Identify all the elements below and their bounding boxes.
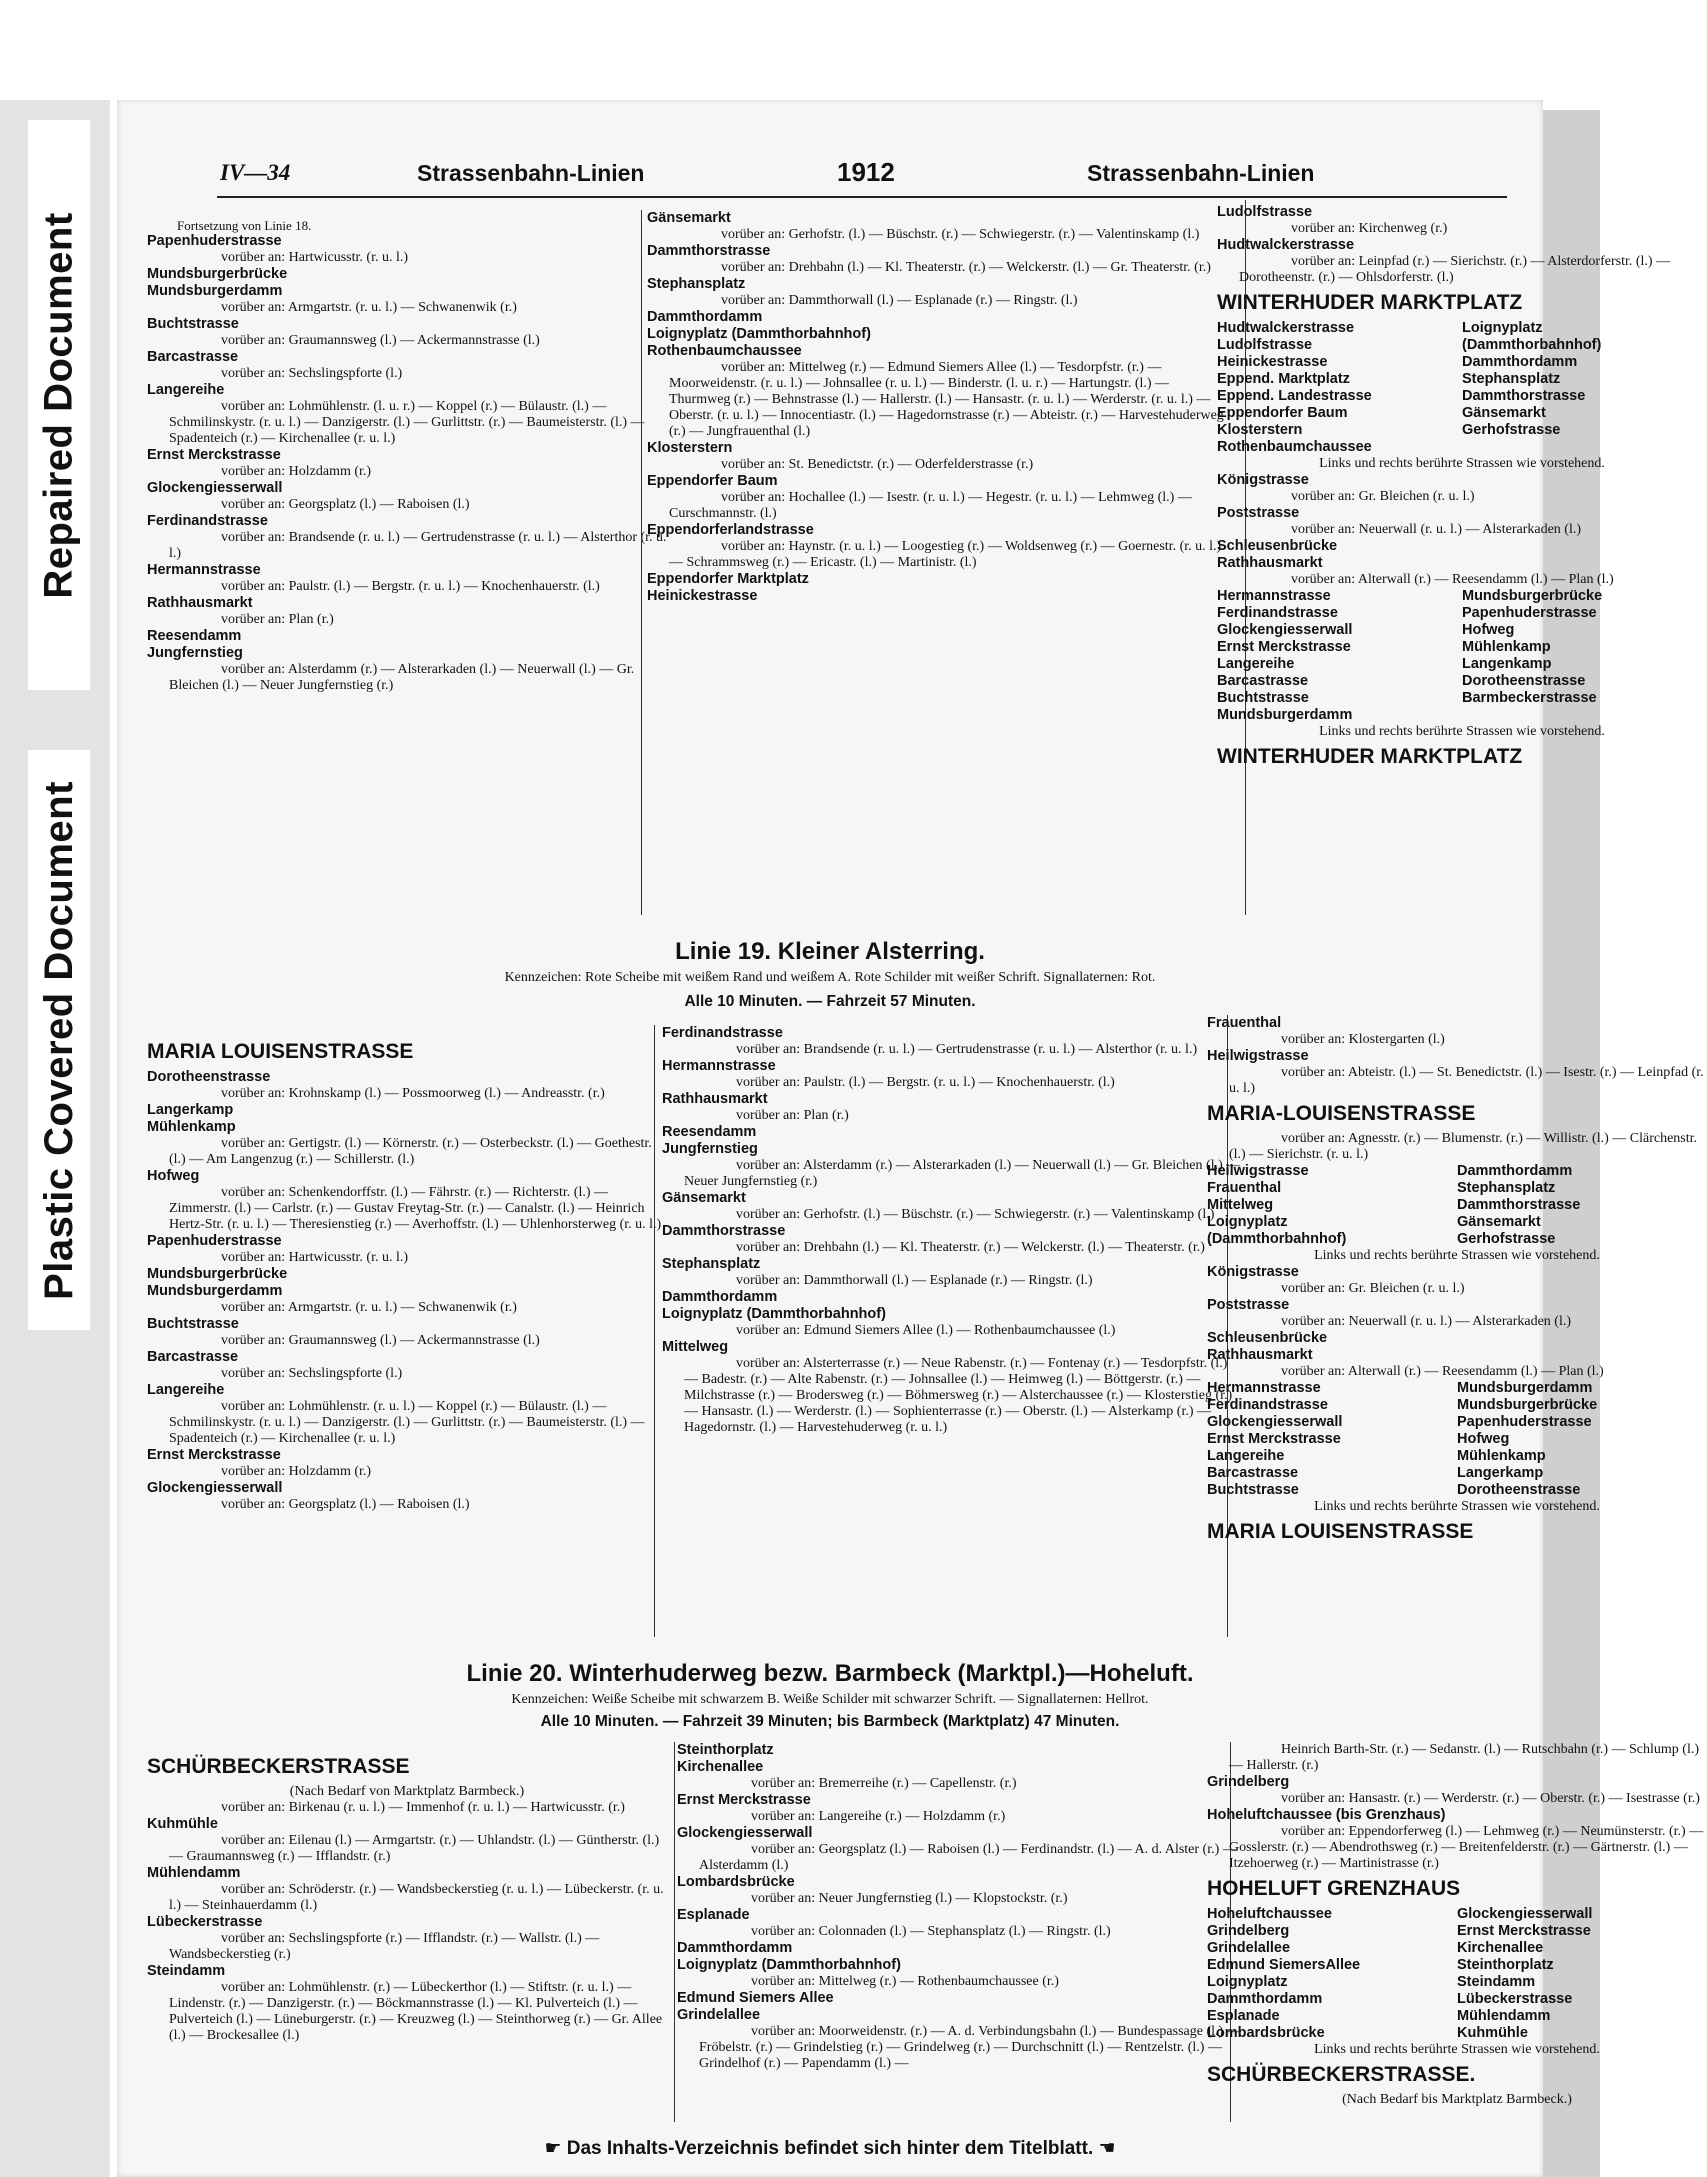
stop-pair xyxy=(1207,1163,1707,1180)
stop-name: Mundsburgerdamm xyxy=(147,1283,283,1299)
stop-name: Papenhuderstrasse xyxy=(1457,1414,1592,1430)
stop-name: Lübeckerstrasse xyxy=(147,1914,263,1930)
stop-name: Ferdinandstrasse xyxy=(147,513,268,529)
route-passing-streets: vorüber an: Haynstr. (r. u. l.) — Loogestieg (r.) — Woldsenweg (r.) — Goernestr. (r. u. l.) — Schrammsweg (r.) — Ericastr. (l.) — Martinistr. (l.) xyxy=(669,539,1222,570)
stop-name: Heilwigstrasse xyxy=(1207,1163,1309,1179)
stop-name: Loignyplatz (Dammthorbahnhof) xyxy=(677,1957,901,1973)
l19-column-2 xyxy=(662,1025,1242,1436)
stop-pair xyxy=(1207,2008,1707,2025)
stop-name: Dammthordamm xyxy=(1462,354,1578,370)
linie-19-frequency: Alle 10 Minuten. — Fahrzeit 57 Minuten. xyxy=(684,993,976,1010)
stop-name: Ferdinandstrasse xyxy=(1207,1397,1328,1413)
stop-pair xyxy=(1207,1906,1707,1923)
plastic-covered-tag xyxy=(28,750,90,1330)
route-passing-streets: vorüber an: Leinpfad (r.) — Sierichstr. (r.) — Alsterdorferstr. (l.) — Dorotheenstr. (r.) — Ohlsdorferstr. (l.) xyxy=(1239,254,1671,285)
stop-name: Rathhausmarkt xyxy=(147,595,253,611)
route-passing-streets: vorüber an: Dammthorwall (l.) — Esplanade (r.) — Ringstr. (l.) xyxy=(736,1273,1093,1288)
stop-pair xyxy=(1207,1957,1707,1974)
route-note: Links und rechts berührte Strassen wie vorstehend. xyxy=(1319,724,1605,739)
stop-pair xyxy=(1207,2025,1707,2042)
stop-name: Gänsemarkt xyxy=(1462,405,1546,421)
stop-name: Dammthordamm xyxy=(1457,1163,1573,1179)
stop-name: Grindelallee xyxy=(677,2007,761,2023)
route-passing-streets: vorüber an: Hochallee (l.) — Isestr. (r. u. l.) — Hegestr. (r. u. l.) — Lehmweg (l.) — Curschmannstr. (l.) xyxy=(669,490,1192,521)
stop-pair xyxy=(1207,1923,1707,1940)
stop-name: Reesendamm xyxy=(662,1124,757,1140)
stop-name: Mundsburgerbrücke xyxy=(1462,588,1603,604)
stop-name: Hofweg xyxy=(1457,1431,1510,1447)
route-note: (Nach Bedarf bis Marktplatz Barmbeck.) xyxy=(1342,2092,1572,2107)
stop-name: Ernst Merckstrasse xyxy=(1217,639,1351,655)
route-passing-streets: vorüber an: Kirchenweg (r.) xyxy=(1291,221,1448,236)
route-passing-streets: vorüber an: Plan (r.) xyxy=(736,1108,849,1123)
stop-name: Gänsemarkt xyxy=(1457,1214,1541,1230)
stop-pair xyxy=(1207,1431,1707,1448)
stop-name: Langereihe xyxy=(147,382,225,398)
repaired-document-tag xyxy=(28,120,90,690)
route-passing-streets: vorüber an: Lohmühlenstr. (l. u. r.) — Koppel (r.) — Bülaustr. (l.) — Schmilinskystr. (r. u. l.) — Danzigerstr. (l.) — Gurlittstr. (r.) — Baumeisterstr. (l.) — Spadenteich (r.) — Kirchenallee (r. u. l.) xyxy=(169,399,645,446)
stop-name: Loignyplatz xyxy=(1207,1214,1288,1230)
route-passing-streets: vorüber an: Georgsplatz (l.) — Raboisen (l.) xyxy=(221,497,470,512)
stop-name: Hoheluftchaussee (bis Grenzhaus) xyxy=(1207,1807,1446,1823)
route-passing-streets: vorüber an: Paulstr. (l.) — Bergstr. (r. u. l.) — Knochenhauerstr. (l.) xyxy=(736,1075,1115,1090)
route-passing-streets: vorüber an: Neuerwall (r. u. l.) — Alsterarkaden (l.) xyxy=(1291,522,1582,537)
stop-name: Klosterstern xyxy=(1217,422,1303,438)
stop-name: Buchtstrasse xyxy=(1217,690,1309,706)
l20-column-3 xyxy=(1207,1742,1707,2108)
route-passing-streets: vorüber an: Hansastr. (r.) — Werderstr. (r.) — Oberstr. (r.) — Isestrasse (r.) xyxy=(1281,1791,1700,1806)
route-passing-streets: vorüber an: Eppendorferweg (l.) — Lehmweg (r.) — Neumünsterstr. (r.) — Gosslerstr. (r.) — Abendrothsweg (r.) — Breitenfelderstr. (r.) — Gärtnerstr. (l.) — Itzehoerweg (r.) — Martinistrasse (r.) xyxy=(1229,1824,1704,1871)
stop-name: Glockengiesserwall xyxy=(1457,1906,1593,1922)
stop-name: Grindelberg xyxy=(1207,1774,1290,1790)
stop-name: Jungfernstieg xyxy=(662,1141,758,1157)
stop-name: Steinthorplatz xyxy=(1457,1957,1554,1973)
l19-column-1 xyxy=(147,1035,667,1513)
route-passing-streets: vorüber an: Plan (r.) xyxy=(221,612,334,627)
stop-name: Mühlendamm xyxy=(147,1865,241,1881)
header-rule xyxy=(217,196,1507,198)
stop-name: Mühlenkamp xyxy=(1462,639,1551,655)
route-passing-streets: vorüber an: Schenkendorffstr. (l.) — Fährstr. (r.) — Richterstr. (l.) — Zimmerstr. (l.) — Carlstr. (r.) — Gustav Freytag-Str. (r.) — Canalstr. (l.) — Heinrich Hertz-Str. (r. u. l.) — Theresienstieg (r.) — Averhoffstr. (l.) — Uhlenhorsterweg (r. u. l.) xyxy=(169,1185,662,1232)
stop-name: Rathhausmarkt xyxy=(1207,1347,1313,1363)
stop-name: Eppendorfer Marktplatz xyxy=(647,571,809,587)
stop-name: Glockengiesserwall xyxy=(147,480,283,496)
stop-name: Mundsburgerdamm xyxy=(1217,707,1353,723)
stop-name: Dammthorstrasse xyxy=(662,1223,786,1239)
stop-name: Dammthordamm xyxy=(677,1940,793,1956)
stop-name: Dammthorstrasse xyxy=(1457,1197,1581,1213)
route-passing-streets: vorüber an: Lohmühlenstr. (r. u. l.) — Koppel (r.) — Bülaustr. (l.) — Schmilinskystr. (r. u. l.) — Danzigerstr. (l.) — Gurlittstr. (r.) — Baumeisterstr. (l.) — Spadenteich (r.) — Kirchenallee (r. u. l.) xyxy=(169,1399,645,1446)
stop-name: Stephansplatz xyxy=(647,276,746,292)
stop-pair xyxy=(1217,639,1707,656)
stop-name: Eppend. Landestrasse xyxy=(1217,388,1372,404)
route-passing-streets: vorüber an: Graumannsweg (l.) — Ackermannstrasse (l.) xyxy=(221,333,540,348)
stop-name: Klosterstern xyxy=(647,440,733,456)
stop-name: Reesendamm xyxy=(147,628,242,644)
stop-name: Poststrasse xyxy=(1217,505,1300,521)
route-passing-streets: vorüber an: Dammthorwall (l.) — Esplanade (r.) — Ringstr. (l.) xyxy=(721,293,1078,308)
stop-name: Dammthorstrasse xyxy=(647,243,771,259)
stop-name: Langereihe xyxy=(1217,656,1295,672)
stop-pair xyxy=(1207,1974,1707,1991)
route-passing-streets: vorüber an: Gerhofstr. (l.) — Büschstr. (r.) — Schwiegerstr. (r.) — Valentinskamp (l.) xyxy=(721,227,1200,242)
stop-name: Langereihe xyxy=(147,1382,225,1398)
stop-name: Ludolfstrasse xyxy=(1217,337,1313,353)
stop-name: Mundsburgerdamm xyxy=(147,283,283,299)
stop-name: Lombardsbrücke xyxy=(677,1874,795,1890)
stop-name: Glockengiesserwall xyxy=(1217,622,1353,638)
route-passing-streets: vorüber an: Alsterdamm (r.) — Alsterarkaden (l.) — Neuerwall (l.) — Gr. Bleichen (l.) — Neuer Jungfernstieg (r.) xyxy=(684,1158,1241,1189)
stop-name: Dammthordamm xyxy=(662,1289,778,1305)
stop-pair xyxy=(1217,371,1707,388)
stop-name: Ludolfstrasse xyxy=(1217,204,1313,220)
header-year: 1912 xyxy=(837,157,895,187)
route-passing-streets: vorüber an: Schröderstr. (r.) — Wandsbeckerstieg (r. u. l.) — Lübeckerstr. (r. u. l.) — Steinhauerdamm (l.) xyxy=(169,1882,664,1913)
route-passing-streets: vorüber an: Hartwicusstr. (r. u. l.) xyxy=(221,250,409,265)
stop-name: Buchtstrasse xyxy=(147,316,239,332)
route-passing-streets: vorüber an: Edmund Siemers Allee (l.) — Rothenbaumchaussee (l.) xyxy=(736,1323,1116,1338)
stop-name: Edmund Siemers Allee xyxy=(677,1990,834,2006)
stop-name: Gänsemarkt xyxy=(647,210,731,226)
stop-name: Loignyplatz (Dammthorbahnhof) xyxy=(647,326,871,342)
continuation-note: Fortsetzung von Linie 18. xyxy=(177,218,312,233)
column-rule xyxy=(674,1742,675,2122)
stop-name: Mundsburgerbrücke xyxy=(147,1266,288,1282)
route-passing-streets: vorüber an: Lohmühlenstr. (r.) — Lübeckerthor (l.) — Stiftstr. (r. u. l.) — Lindenstr. (r.) — Danzigerstr. (r.) — Böckmannstrasse (l.) — Kl. Pulverteich (l.) — Pulverteich (l.) — Lüneburgerstr. (r.) — Kreuzweg (l.) — Steinthorweg (r.) — Gr. Allee (l.) — Brockesallee (l.) xyxy=(169,1980,663,2043)
route-passing-streets: vorüber an: Krohnskamp (l.) — Possmoorweg (l.) — Andreasstr. (r.) xyxy=(221,1086,605,1101)
route-passing-streets: vorüber an: Alsterdamm (r.) — Alsterarkaden (l.) — Neuerwall (l.) — Gr. Bleichen (l.) — Neuer Jungfernstieg (r.) xyxy=(169,662,635,693)
l18-column-1 xyxy=(147,218,667,694)
stop-pair xyxy=(1207,1414,1707,1431)
route-passing-streets: vorüber an: Hartwicusstr. (r. u. l.) xyxy=(221,1250,409,1265)
stop-name: Hudtwalckerstrasse xyxy=(1217,237,1355,253)
stop-name: Mittelweg xyxy=(662,1339,729,1355)
stop-name: Ernst Merckstrasse xyxy=(1457,1923,1591,1939)
stop-name: Kirchenallee xyxy=(677,1759,764,1775)
route-note: Links und rechts berührte Strassen wie vorstehend. xyxy=(1319,456,1605,471)
stop-name: Hermannstrasse xyxy=(662,1058,776,1074)
terminus-heading: SCHÜRBECKERSTRASSE. xyxy=(1207,2063,1476,2086)
route-passing-streets: vorüber an: Sechslingspforte (l.) xyxy=(221,1366,403,1381)
stop-name: Rothenbaumchaussee xyxy=(1217,439,1372,455)
stop-name: Langenkamp xyxy=(1462,656,1552,672)
linie-20-identification: Kennzeichen: Weiße Scheibe mit schwarzem B. Weiße Schilder mit schwarzer Schrift. — Signallaternen: Hellrot. xyxy=(511,1692,1149,1707)
stop-name: Rothenbaumchaussee xyxy=(647,343,802,359)
route-passing-streets: vorüber an: Mittelweg (r.) — Rothenbaumchaussee (r.) xyxy=(751,1974,1059,1989)
stop-name: Eppendorfer Baum xyxy=(647,473,778,489)
stop-name: Lübeckerstrasse xyxy=(1457,1991,1573,2007)
stop-name: (Dammthorbahnhof) xyxy=(1207,1231,1347,1247)
stop-pair xyxy=(1217,588,1707,605)
stop-pair xyxy=(1207,1448,1707,1465)
route-passing-streets: vorüber an: Armgartstr. (r. u. l.) — Schwanenwik (r.) xyxy=(221,1300,517,1315)
route-passing-streets: vorüber an: Bremerreihe (r.) — Capellenstr. (r.) xyxy=(751,1776,1017,1791)
route-passing-streets: vorüber an: Colonnaden (l.) — Stephansplatz (l.) — Ringstr. (l.) xyxy=(751,1924,1111,1939)
stop-name: Dorotheenstrasse xyxy=(1462,673,1586,689)
stop-name: Barcastrasse xyxy=(1217,673,1309,689)
stop-name: Mühlendamm xyxy=(1457,2008,1551,2024)
stop-name: Mundsburgerbrücke xyxy=(147,266,288,282)
stop-name: Hermannstrasse xyxy=(1217,588,1331,604)
route-passing-streets: vorüber an: Abteistr. (l.) — St. Benedictstr. (l.) — Isestr. (r.) — Leinpfad (r. u. l.) xyxy=(1229,1065,1704,1096)
stop-name: Papenhuderstrasse xyxy=(147,233,282,249)
stop-name: Langereihe xyxy=(1207,1448,1285,1464)
stop-name: Steinthorplatz xyxy=(677,1742,774,1758)
stop-name: Ernst Merckstrasse xyxy=(147,1447,281,1463)
route-passing-streets: vorüber an: Gr. Bleichen (r. u. l.) xyxy=(1291,489,1475,504)
route-passing-streets: vorüber an: Birkenau (r. u. l.) — Immenhof (r. u. l.) — Hartwicusstr. (r.) xyxy=(221,1800,625,1815)
stop-name: Königstrasse xyxy=(1207,1264,1299,1280)
route-passing-streets: vorüber an: Alsterterrasse (r.) — Neue Rabenstr. (r.) — Fontenay (r.) — Tesdorpfstr. (l.) — Badestr. (r.) — Alte Rabenstr. (r.) — Johnsallee (l.) — Heimweg (l.) — Böttgerstr. (r.) — Milchstrasse (r.) — Brodersweg (r.) — Böhmersweg (r.) — Alsterchaussee (r.) — Klosterstieg (r.) — Hansastr. (l.) — Werderstr. (l.) — Sophienterrasse (r.) — Oberstr. (l.) — Alsterkamp (r.) — Hagedornstr. (l.) — Harvestehuderweg (r. u. l.) xyxy=(684,1356,1233,1435)
stop-name: Dammthorstrasse xyxy=(1462,388,1586,404)
route-passing-streets: vorüber an: Armgartstr. (r. u. l.) — Schwanenwik (r.) xyxy=(221,300,517,315)
stop-name: Kirchenallee xyxy=(1457,1940,1544,1956)
l18-column-3 xyxy=(1217,204,1707,774)
stop-name: Rathhausmarkt xyxy=(662,1091,768,1107)
stop-pair xyxy=(1217,673,1707,690)
stop-name: Grindelallee xyxy=(1207,1940,1291,1956)
route-passing-streets: vorüber an: Langereihe (r.) — Holzdamm (r.) xyxy=(751,1809,1006,1824)
stop-pair xyxy=(1217,337,1707,354)
stop-pair xyxy=(1217,320,1707,337)
stop-name: Heinickestrasse xyxy=(1217,354,1328,370)
l20-column-2 xyxy=(677,1742,1257,2072)
stop-name: Glockengiesserwall xyxy=(677,1825,813,1841)
stop-name: Esplanade xyxy=(1207,2008,1280,2024)
route-passing-streets: vorüber an: Georgsplatz (l.) — Raboisen (l.) xyxy=(221,1497,470,1512)
linie-20-title: Linie 20. Winterhuderweg bezw. Barmbeck (Marktpl.)—Hoheluft. xyxy=(466,1660,1194,1687)
stop-name: Frauenthal xyxy=(1207,1180,1282,1196)
stop-name: Mittelweg xyxy=(1207,1197,1274,1213)
route-passing-streets: vorüber an: Alterwall (r.) — Reesendamm (l.) — Plan (l.) xyxy=(1281,1364,1604,1379)
stop-pair xyxy=(1207,1482,1707,1499)
route-passing-streets: vorüber an: Klostergarten (l.) xyxy=(1281,1032,1445,1047)
stop-pair xyxy=(1207,1465,1707,1482)
stop-name: Gerhofstrasse xyxy=(1462,422,1561,438)
stop-name: Mühlenkamp xyxy=(1457,1448,1546,1464)
stop-name: Poststrasse xyxy=(1207,1297,1290,1313)
stop-name: Barcastrasse xyxy=(147,1349,239,1365)
stop-name: Langerkamp xyxy=(1457,1465,1544,1481)
terminus-heading: SCHÜRBECKERSTRASSE xyxy=(147,1755,410,1778)
stop-name: Hofweg xyxy=(147,1168,200,1184)
repaired-document-label: Repaired Document xyxy=(36,211,81,599)
stop-pair xyxy=(1207,1214,1707,1231)
route-passing-streets: vorüber an: Neuer Jungfernstieg (l.) — Klopstockstr. (r.) xyxy=(751,1891,1068,1906)
stop-name: Eppendorferlandstrasse xyxy=(647,522,814,538)
terminus-heading: MARIA LOUISENSTRASSE xyxy=(147,1040,414,1063)
stop-name: Hermannstrasse xyxy=(147,562,261,578)
route-passing-streets: vorüber an: Holzdamm (r.) xyxy=(221,464,372,479)
page-number: IV—34 xyxy=(220,160,291,185)
stop-name: Eppendorfer Baum xyxy=(1217,405,1348,421)
footer-note: ☛ Das Inhalts-Verzeichnis befindet sich hinter dem Titelblatt. ☚ xyxy=(544,2138,1116,2159)
route-passing-streets: vorüber an: Drehbahn (l.) — Kl. Theaterstr. (r.) — Welckerstr. (l.) — Gr. Theaterstr. (r.) xyxy=(721,260,1211,275)
route-note: Links und rechts berührte Strassen wie vorstehend. xyxy=(1314,1499,1600,1514)
route-passing-streets: vorüber an: Agnesstr. (r.) — Blumenstr. (r.) — Willistr. (l.) — Clärchenstr. (l.) — Sierichstr. (r. u. l.) xyxy=(1229,1131,1698,1162)
stop-name: Kuhmühle xyxy=(1457,2025,1528,2041)
terminus-heading: MARIA-LOUISENSTRASSE xyxy=(1207,1102,1476,1125)
stop-name: Barcastrasse xyxy=(1207,1465,1299,1481)
stop-name: Glockengiesserwall xyxy=(147,1480,283,1496)
plastic-covered-label: Plastic Covered Document xyxy=(36,780,81,1300)
terminus-heading: MARIA LOUISENSTRASSE xyxy=(1207,1520,1474,1543)
linie-20-frequency: Alle 10 Minuten. — Fahrzeit 39 Minuten; bis Barmbeck (Marktplatz) 47 Minuten. xyxy=(540,1713,1120,1730)
stop-pair xyxy=(1217,405,1707,422)
stop-name: Langerkamp xyxy=(147,1102,234,1118)
stop-name: Ferdinandstrasse xyxy=(1217,605,1338,621)
stop-name: Loignyplatz xyxy=(1462,320,1543,336)
stop-pair xyxy=(1217,622,1707,639)
stop-name: Schleusenbrücke xyxy=(1207,1330,1328,1346)
stop-name: Heilwigstrasse xyxy=(1207,1048,1309,1064)
terminus-heading: HOHELUFT GRENZHAUS xyxy=(1207,1877,1461,1900)
stop-name: Papenhuderstrasse xyxy=(1462,605,1597,621)
stop-name: Hermannstrasse xyxy=(1207,1380,1321,1396)
stop-name: Edmund SiemersAllee xyxy=(1207,1957,1361,1973)
route-note: (Nach Bedarf von Marktplatz Barmbeck.) xyxy=(289,1784,525,1799)
route-passing-streets: Heinrich Barth-Str. (r.) — Sedanstr. (l.) — Rutschbahn (r.) — Schlump (l.) — Hallerstr. (r.) xyxy=(1229,1742,1699,1773)
route-passing-streets: vorüber an: Moorweidenstr. (r.) — A. d. Verbindungsbahn (l.) — Bundespassage (l.) — Fröbelstr. (r.) — Grindelstieg (r.) — Grindelweg (r.) — Durchschnitt (l.) — Rentzelstr. (l.) — Grindelhof (r.) — Papendamm (l.) — xyxy=(699,2024,1241,2071)
stop-name: Glockengiesserwall xyxy=(1207,1414,1343,1430)
stop-name: Lombardsbrücke xyxy=(1207,2025,1325,2041)
route-passing-streets: vorüber an: Gr. Bleichen (r. u. l.) xyxy=(1281,1281,1465,1296)
stop-name: Mundsburgerbrücke xyxy=(1457,1397,1598,1413)
stop-name: Dammthordamm xyxy=(647,309,763,325)
stop-pair xyxy=(1207,1231,1707,1248)
linie-19-title: Linie 19. Kleiner Alsterring. xyxy=(675,938,985,965)
header-right-title: Strassenbahn-Linien xyxy=(1087,160,1315,186)
terminus-heading: WINTERHUDER MARKTPLATZ xyxy=(1217,745,1523,768)
stop-name: Steindamm xyxy=(1457,1974,1536,1990)
stop-name: Frauenthal xyxy=(1207,1015,1282,1031)
stop-name: Mühlenkamp xyxy=(147,1119,236,1135)
stop-name: Eppend. Marktplatz xyxy=(1217,371,1350,387)
stop-name: Gänsemarkt xyxy=(662,1190,746,1206)
stop-name: Jungfernstieg xyxy=(147,645,243,661)
route-passing-streets: vorüber an: Brandsende (r. u. l.) — Gertrudenstrasse (r. u. l.) — Alsterthor (r. u. l.) xyxy=(169,530,667,561)
stop-name: Stephansplatz xyxy=(1457,1180,1556,1196)
l18-column-2 xyxy=(647,210,1227,605)
stop-name: Schleusenbrücke xyxy=(1217,538,1338,554)
stop-name: Esplanade xyxy=(677,1907,750,1923)
stop-name: Mundsburgerdamm xyxy=(1457,1380,1593,1396)
route-passing-streets: vorüber an: Gertigstr. (l.) — Körnerstr. (r.) — Osterbeckstr. (l.) — Goethestr. (l.) — Am Langenzug (r.) — Schillerstr. (l.) xyxy=(169,1136,652,1167)
route-passing-streets: vorüber an: Gerhofstr. (l.) — Büschstr. (r.) — Schwiegerstr. (r.) — Valentinskamp (l.) xyxy=(736,1207,1215,1222)
stop-name: Heinickestrasse xyxy=(647,588,758,604)
route-note: Links und rechts berührte Strassen wie vorstehend. xyxy=(1314,1248,1600,1263)
route-passing-streets: vorüber an: Eilenau (l.) — Armgartstr. (r.) — Uhlandstr. (l.) — Güntherstr. (l.) — Graumannsweg (r.) — Ifflandstr. (r.) xyxy=(169,1833,660,1864)
route-passing-streets: vorüber an: Alterwall (r.) — Reesendamm (l.) — Plan (l.) xyxy=(1291,572,1614,587)
route-passing-streets: vorüber an: Holzdamm (r.) xyxy=(221,1464,372,1479)
route-passing-streets: vorüber an: Brandsende (r. u. l.) — Gertrudenstrasse (r. u. l.) — Alsterthor (r. u. l.) xyxy=(736,1042,1198,1057)
stop-pair xyxy=(1217,422,1707,439)
document-page xyxy=(117,100,1704,2177)
stop-name: Loignyplatz xyxy=(1207,1974,1288,1990)
stop-name: Hudtwalckerstrasse xyxy=(1217,320,1355,336)
stop-pair xyxy=(1217,354,1707,371)
route-passing-streets: vorüber an: Georgsplatz (l.) — Raboisen (l.) — Ferdinandstr. (l.) — A. d. Alster (r.) — Alsterdamm (l.) xyxy=(699,1842,1237,1873)
stop-name: Steindamm xyxy=(147,1963,226,1979)
stop-pair xyxy=(1207,1180,1707,1197)
stop-name: Ernst Merckstrasse xyxy=(1207,1431,1341,1447)
l19-column-3 xyxy=(1207,1015,1707,1549)
column-rule xyxy=(654,1025,655,1637)
stop-pair xyxy=(1217,605,1707,622)
stop-pair xyxy=(1217,690,1707,707)
stop-pair xyxy=(1207,1197,1707,1214)
route-passing-streets: vorüber an: St. Benedictstr. (r.) — Oderfelderstrasse (r.) xyxy=(721,457,1034,472)
stop-name: Königstrasse xyxy=(1217,472,1309,488)
stop-name: Stephansplatz xyxy=(1462,371,1561,387)
route-passing-streets: vorüber an: Sechslingspforte (r.) — Ifflandstr. (r.) — Wallstr. (l.) — Wandsbeckerstieg (r.) xyxy=(169,1931,600,1962)
header-left-title: Strassenbahn-Linien xyxy=(417,160,645,186)
stop-name: (Dammthorbahnhof) xyxy=(1462,337,1602,353)
route-passing-streets: vorüber an: Drehbahn (l.) — Kl. Theaterstr. (r.) — Welckerstr. (l.) — Theaterstr. (r.) xyxy=(736,1240,1205,1255)
stop-pair xyxy=(1207,1991,1707,2008)
stop-name: Barcastrasse xyxy=(147,349,239,365)
stop-name: Rathhausmarkt xyxy=(1217,555,1323,571)
stop-pair xyxy=(1217,388,1707,405)
terminus-heading: WINTERHUDER MARKTPLATZ xyxy=(1217,291,1523,314)
stop-name: Kuhmühle xyxy=(147,1816,218,1832)
stop-pair xyxy=(1207,1380,1707,1397)
route-passing-streets: vorüber an: Sechslingspforte (l.) xyxy=(221,366,403,381)
stop-pair xyxy=(1207,1397,1707,1414)
stop-name: Gerhofstrasse xyxy=(1457,1231,1556,1247)
route-passing-streets: vorüber an: Paulstr. (l.) — Bergstr. (r. u. l.) — Knochenhauerstr. (l.) xyxy=(221,579,600,594)
stop-name: Buchtstrasse xyxy=(147,1316,239,1332)
route-note: Links und rechts berührte Strassen wie vorstehend. xyxy=(1314,2042,1600,2057)
stop-pair xyxy=(1207,1940,1707,1957)
stop-pair xyxy=(1217,656,1707,673)
stop-name: Dammthordamm xyxy=(1207,1991,1323,2007)
stop-name: Loignyplatz (Dammthorbahnhof) xyxy=(662,1306,886,1322)
column-rule xyxy=(641,210,642,915)
stop-name: Stephansplatz xyxy=(662,1256,761,1272)
stop-name: Ernst Merckstrasse xyxy=(147,447,281,463)
stop-name: Dorotheenstrasse xyxy=(1457,1482,1581,1498)
stop-name: Hofweg xyxy=(1462,622,1515,638)
l20-column-1 xyxy=(147,1750,667,2044)
linie-19-identification: Kennzeichen: Rote Scheibe mit weißem Rand und weißem A. Rote Schilder mit weißer Schrift. Signallaternen: Rot. xyxy=(504,970,1156,985)
stop-name: Buchtstrasse xyxy=(1207,1482,1299,1498)
stop-name: Dorotheenstrasse xyxy=(147,1069,271,1085)
stop-name: Grindelberg xyxy=(1207,1923,1290,1939)
stop-name: Barmbeckerstrasse xyxy=(1462,690,1597,706)
stop-name: Hoheluftchaussee xyxy=(1207,1906,1332,1922)
stop-name: Ferdinandstrasse xyxy=(662,1025,783,1041)
route-passing-streets: vorüber an: Graumannsweg (l.) — Ackermannstrasse (l.) xyxy=(221,1333,540,1348)
stop-name: Ernst Merckstrasse xyxy=(677,1792,811,1808)
route-passing-streets: vorüber an: Neuerwall (r. u. l.) — Alsterarkaden (l.) xyxy=(1281,1314,1572,1329)
route-passing-streets: vorüber an: Mittelweg (r.) — Edmund Siemers Allee (l.) — Tesdorpfstr. (r.) — Moorweidenstr. (r. u. l.) — Johnsallee (r. u. l.) — Binderstr. (l. u. r.) — Hartungstr. (l.) — Thurmweg (r.) — Behnstrasse (l.) — Hallerstr. (l.) — Hansastr. (r. u. l.) — Werderstr. (r. u. l.) — Oberstr. (r. u. l.) — Innocentiastr. (l.) — Hagedornstrasse (r.) — Abteistr. (r.) — Harvestehuderweg (r.) — Jungfrauenthal (l.) xyxy=(669,360,1224,439)
stop-name: Papenhuderstrasse xyxy=(147,1233,282,1249)
